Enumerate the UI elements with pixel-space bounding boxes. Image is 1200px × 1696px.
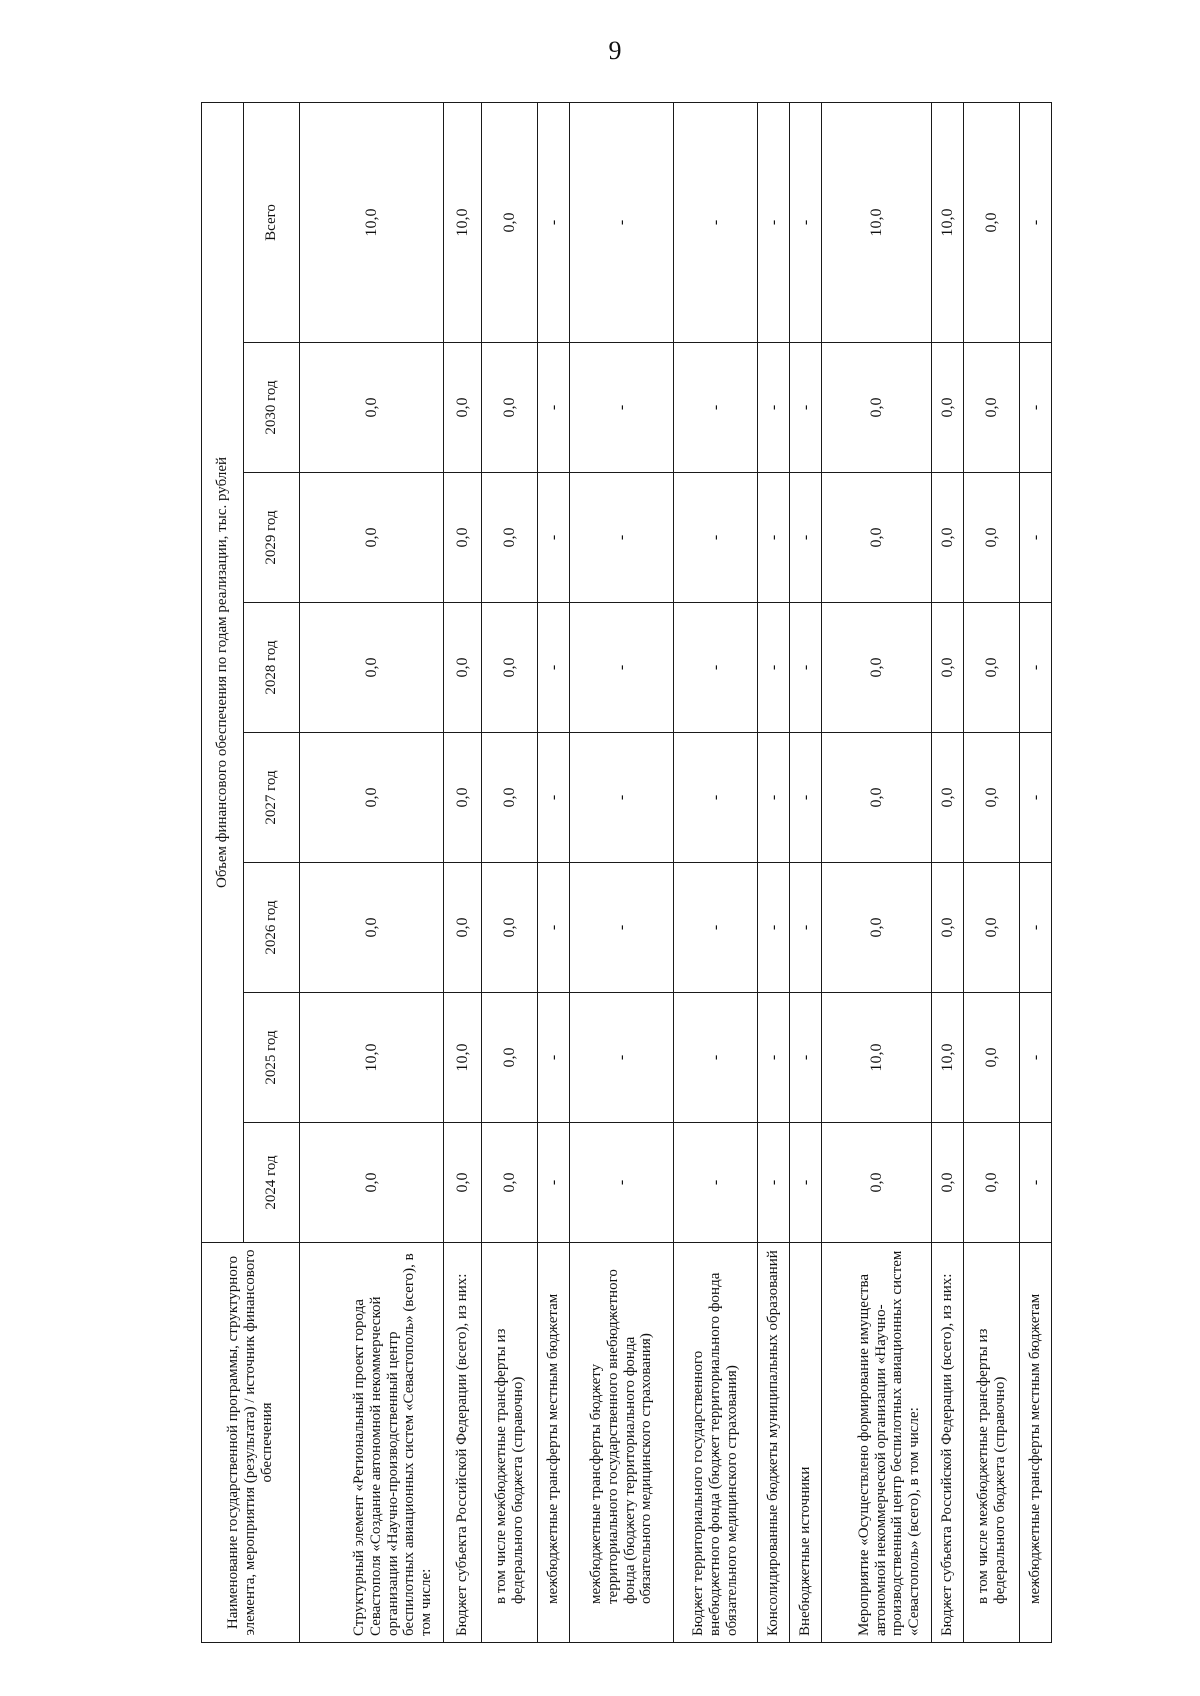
cell-value: -: [1020, 343, 1052, 473]
cell-value: 0,0: [444, 343, 482, 473]
cell-value: -: [758, 343, 790, 473]
row-name: в том числе межбюджетные трансферты из федерального бюджета (справочно): [482, 1243, 538, 1643]
table-row: [790, 102, 822, 1642]
cell-value: 10,0: [932, 102, 964, 342]
cell-value: -: [538, 603, 570, 733]
cell-value: 0,0: [482, 473, 538, 603]
cell-value: -: [758, 993, 790, 1123]
cell-value: -: [538, 863, 570, 993]
cell-value: -: [570, 343, 674, 473]
cell-value: -: [1020, 1123, 1052, 1243]
funding-table: [201, 102, 1052, 1643]
row-name: Внебюджетные источники: [790, 1243, 822, 1643]
cell-value: -: [1020, 993, 1052, 1123]
cell-value: -: [674, 733, 758, 863]
cell-value: 0,0: [932, 863, 964, 993]
cell-value: -: [790, 1123, 822, 1243]
page-number: 9: [608, 36, 622, 65]
cell-value: 0,0: [444, 1123, 482, 1243]
cell-value: -: [1020, 102, 1052, 342]
cell-value: -: [538, 733, 570, 863]
cell-value: 0,0: [964, 343, 1020, 473]
header-name-cell: Наименование государственной программы, структурного элемента, мероприятия (результата) / источник финансового обеспечения: [202, 1243, 300, 1643]
cell-value: 0,0: [300, 603, 444, 733]
cell-value: 0,0: [932, 343, 964, 473]
cell-value: 0,0: [444, 733, 482, 863]
row-name: Бюджет субъекта Российской Федерации (всего), из них:: [932, 1243, 964, 1643]
row-name: межбюджетные трансферты бюджету территориального государственного внебюджетного фонда (бюджету территориального фонда обязательного медицинского страхования): [570, 1243, 674, 1643]
cell-value: -: [790, 863, 822, 993]
cell-value: -: [1020, 473, 1052, 603]
cell-value: -: [570, 1123, 674, 1243]
table-row: [444, 102, 482, 1642]
cell-value: 0,0: [444, 603, 482, 733]
row-name: межбюджетные трансферты местным бюджетам: [1020, 1243, 1052, 1643]
cell-value: -: [758, 1123, 790, 1243]
header-year-2026: 2026 год: [244, 863, 300, 993]
cell-value: 10,0: [444, 993, 482, 1123]
cell-value: 0,0: [964, 863, 1020, 993]
cell-value: 0,0: [482, 603, 538, 733]
cell-value: 0,0: [482, 733, 538, 863]
cell-value: 0,0: [482, 993, 538, 1123]
table-row: [482, 102, 538, 1642]
table-row: [538, 102, 570, 1642]
cell-value: 0,0: [482, 863, 538, 993]
cell-value: 0,0: [964, 473, 1020, 603]
cell-value: -: [790, 343, 822, 473]
cell-value: 10,0: [932, 993, 964, 1123]
cell-value: -: [758, 473, 790, 603]
cell-value: -: [538, 993, 570, 1123]
header-year-2030: 2030 год: [244, 343, 300, 473]
row-name: Бюджет субъекта Российской Федерации (всего), из них:: [444, 1243, 482, 1643]
header-row-1: [202, 102, 244, 1642]
row-name: Мероприятие «Осуществлено формирование имущества автономной некоммерческой организации «Научно-производственный центр беспилотных авиационных систем «Севастополь» (всего), в том числе:: [822, 1243, 932, 1643]
cell-value: 0,0: [932, 1123, 964, 1243]
cell-value: 10,0: [300, 993, 444, 1123]
cell-value: -: [790, 733, 822, 863]
table-row: [822, 102, 932, 1642]
cell-value: -: [538, 102, 570, 342]
cell-value: 10,0: [822, 102, 932, 342]
cell-value: -: [570, 993, 674, 1123]
cell-value: -: [674, 343, 758, 473]
cell-value: 0,0: [444, 863, 482, 993]
table-row: [300, 102, 444, 1642]
cell-value: -: [570, 733, 674, 863]
header-group-cell: Объем финансового обеспечения по годам реализации, тыс. рублей: [202, 102, 244, 1242]
cell-value: 10,0: [444, 102, 482, 342]
cell-value: -: [538, 343, 570, 473]
row-name: Консолидированные бюджеты муниципальных образований: [758, 1243, 790, 1643]
cell-value: 10,0: [822, 993, 932, 1123]
cell-value: 0,0: [932, 473, 964, 603]
table-row: [932, 102, 964, 1642]
cell-value: -: [790, 473, 822, 603]
header-year-2028: 2028 год: [244, 603, 300, 733]
cell-value: 0,0: [822, 733, 932, 863]
table-row: [570, 102, 674, 1642]
cell-value: 0,0: [482, 1123, 538, 1243]
cell-value: 0,0: [444, 473, 482, 603]
cell-value: 0,0: [932, 603, 964, 733]
cell-value: -: [790, 993, 822, 1123]
cell-value: -: [758, 733, 790, 863]
row-name: Бюджет территориального государственного внебюджетного фонда (бюджет территориального фонда обязательного медицинского страхования): [674, 1243, 758, 1643]
cell-value: -: [758, 863, 790, 993]
cell-value: -: [1020, 733, 1052, 863]
cell-value: -: [570, 102, 674, 342]
table-row: [758, 102, 790, 1642]
cell-value: -: [570, 603, 674, 733]
cell-value: 0,0: [300, 473, 444, 603]
cell-value: -: [674, 863, 758, 993]
rotated-table-container: [201, 103, 1051, 1643]
cell-value: -: [538, 473, 570, 603]
cell-value: -: [758, 603, 790, 733]
cell-value: 0,0: [964, 733, 1020, 863]
header-year-2025: 2025 год: [244, 993, 300, 1123]
header-year-2024: 2024 год: [244, 1123, 300, 1243]
cell-value: 0,0: [964, 102, 1020, 342]
cell-value: -: [538, 1123, 570, 1243]
cell-value: 0,0: [932, 733, 964, 863]
cell-value: -: [674, 1123, 758, 1243]
header-year-2029: 2029 год: [244, 473, 300, 603]
cell-value: -: [1020, 863, 1052, 993]
cell-value: 10,0: [300, 102, 444, 342]
cell-value: 0,0: [300, 343, 444, 473]
cell-value: -: [570, 863, 674, 993]
row-name: Структурный элемент «Региональный проект города Севастополя «Создание автономной некоммерческой организации «Научно-производственный центр беспилотных авиационных систем «Севастополь» (всего), в том числе:: [300, 1243, 444, 1643]
cell-value: 0,0: [300, 1123, 444, 1243]
cell-value: 0,0: [822, 1123, 932, 1243]
cell-value: -: [790, 102, 822, 342]
cell-value: -: [790, 603, 822, 733]
cell-value: 0,0: [964, 603, 1020, 733]
cell-value: 0,0: [964, 993, 1020, 1123]
cell-value: 0,0: [964, 1123, 1020, 1243]
row-name: межбюджетные трансферты местным бюджетам: [538, 1243, 570, 1643]
cell-value: -: [674, 473, 758, 603]
cell-value: -: [1020, 603, 1052, 733]
cell-value: 0,0: [482, 102, 538, 342]
cell-value: -: [674, 102, 758, 342]
cell-value: 0,0: [822, 863, 932, 993]
cell-value: 0,0: [482, 343, 538, 473]
table-row: [674, 102, 758, 1642]
cell-value: -: [674, 993, 758, 1123]
cell-value: 0,0: [822, 603, 932, 733]
cell-value: -: [570, 473, 674, 603]
table-row: [1020, 102, 1052, 1642]
header-year-2027: 2027 год: [244, 733, 300, 863]
cell-value: 0,0: [300, 863, 444, 993]
cell-value: 0,0: [822, 343, 932, 473]
row-name: в том числе межбюджетные трансферты из федерального бюджета (справочно): [964, 1243, 1020, 1643]
cell-value: 0,0: [300, 733, 444, 863]
cell-value: -: [758, 102, 790, 342]
header-total: Всего: [244, 102, 300, 342]
table-row: [964, 102, 1020, 1642]
cell-value: 0,0: [822, 473, 932, 603]
cell-value: -: [674, 603, 758, 733]
